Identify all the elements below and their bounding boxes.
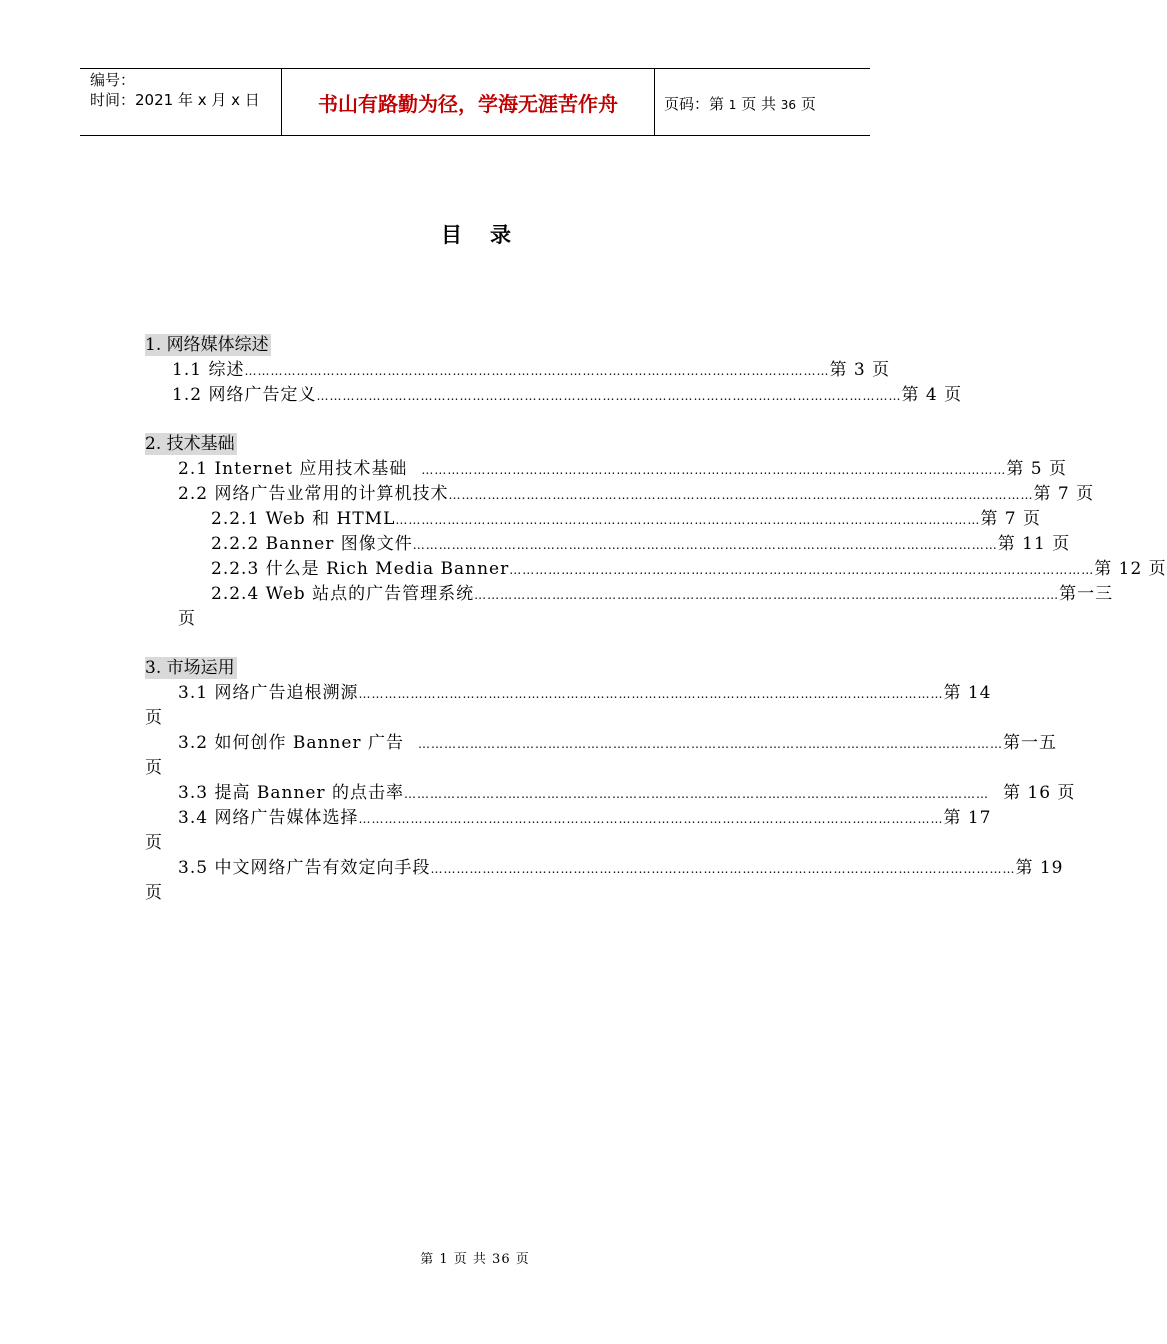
toc-entry-text: 3.4 网络广告媒体选择	[178, 808, 359, 828]
toc-leader-dots: ………………………………………………………………………………………………………………………	[358, 687, 944, 701]
header-page-info	[664, 93, 816, 114]
toc-entry[interactable]	[178, 483, 1095, 506]
toc-entry-page: 第 19	[1015, 858, 1064, 878]
toc-entry-page: 第 5 页	[1006, 459, 1067, 479]
toc-leader-dots: ………………………………………………………………………………………………………………………	[430, 862, 1016, 876]
page-total: 36	[780, 98, 797, 112]
toc-entry-page: 第一五	[1002, 733, 1057, 753]
toc-entry[interactable]	[211, 558, 1167, 581]
toc-title: 目录	[441, 223, 539, 247]
toc-entry-page: 第 12 页	[1094, 559, 1167, 579]
toc-entry[interactable]	[178, 682, 992, 705]
toc-section-heading[interactable]: 2. 技术基础	[145, 434, 235, 454]
toc-entry-text: 3.3 提高 Banner 的点击率	[178, 783, 404, 803]
toc-entry-text: 2.2.4 Web 站点的广告管理系统	[211, 584, 475, 604]
document-date: 时间：2021 年 x 月 x 日	[90, 91, 260, 109]
toc-entry[interactable]	[211, 583, 1114, 606]
header-bottom-rule	[80, 135, 870, 136]
page-prefix: 页码：第	[664, 95, 725, 113]
toc-entry-text: 1.1 综述	[172, 360, 245, 380]
toc-entry[interactable]	[178, 782, 1076, 805]
toc-entry-text: 3.5 中文网络广告有效定向手段	[178, 858, 431, 878]
toc-leader-dots: ………………………………………………………………………………………………………………………	[474, 588, 1060, 602]
toc-entry[interactable]	[211, 533, 1071, 556]
toc-section-heading[interactable]: 3. 市场运用	[145, 658, 235, 678]
header-info	[90, 70, 260, 110]
document-number-label: 编号：	[90, 71, 136, 89]
toc-leader-dots: ………………………………………………………………………………………………………………………	[412, 538, 998, 552]
toc-entry-text: 1.2 网络广告定义	[172, 385, 317, 405]
toc-entry-page: 第 17	[943, 808, 992, 828]
header-top-rule	[80, 68, 870, 69]
toc-entry-text: 2.2.3 什么是 Rich Media Banner	[211, 559, 510, 579]
page-suffix: 页	[800, 95, 816, 113]
toc-entry-page: 第 16 页	[1002, 783, 1076, 803]
toc-entry-page: 第 7 页	[980, 509, 1041, 529]
toc-section-heading[interactable]: 1. 网络媒体综述	[145, 335, 269, 355]
toc-entry-page-wrap: 页	[178, 609, 195, 629]
toc-entry-page: 第 11 页	[997, 534, 1071, 554]
toc-entry-page: 第 7 页	[1033, 484, 1095, 504]
toc-entry-page-wrap: 页	[145, 708, 162, 728]
toc-entry-text: 2.2 网络广告业常用的计算机技术	[178, 484, 449, 504]
toc-leader-dots: ………………………………………………………………………………………………………………………	[509, 563, 1095, 577]
toc-entry-page: 第 4 页	[901, 385, 963, 405]
toc-entry-text: 3.1 网络广告追根溯源	[178, 683, 359, 703]
toc-leader-dots: ………………………………………………………………………………………………………………………	[403, 787, 989, 801]
toc-entry-page: 第 14	[943, 683, 992, 703]
toc-entry-page-wrap: 页	[145, 758, 162, 778]
toc-leader-dots: ………………………………………………………………………………………………………………………	[421, 463, 1007, 477]
toc-entry-text: 2.2.1 Web 和 HTML	[211, 509, 396, 529]
page-footer: 第 1 页 共 36 页	[420, 1252, 530, 1267]
toc-entry-page: 第 3 页	[829, 360, 891, 380]
toc-entry[interactable]	[178, 458, 1067, 481]
toc-leader-dots: ………………………………………………………………………………………………………………………	[358, 812, 944, 826]
toc-leader-dots: ………………………………………………………………………………………………………………………	[417, 737, 1003, 751]
toc-entry[interactable]	[178, 857, 1064, 880]
toc-leader-dots: ………………………………………………………………………………………………………………………	[448, 488, 1034, 502]
header-motto: 书山有路勤为径，学海无涯苦作舟	[318, 92, 618, 116]
toc-entry[interactable]	[178, 807, 992, 830]
toc-entry[interactable]	[172, 359, 891, 382]
header-divider	[654, 69, 655, 136]
toc-leader-dots: ………………………………………………………………………………………………………………………	[316, 389, 902, 403]
toc-entry-text: 2.2.2 Banner 图像文件	[211, 534, 413, 554]
toc-entry-page-wrap: 页	[145, 833, 162, 853]
toc-entry[interactable]	[178, 732, 1057, 755]
toc-leader-dots: ………………………………………………………………………………………………………………………	[395, 513, 981, 527]
toc-entry-text: 2.1 Internet 应用技术基础	[178, 459, 408, 479]
toc-entry-page-wrap: 页	[145, 883, 162, 903]
toc-entry[interactable]	[211, 508, 1041, 531]
toc-entry[interactable]	[172, 384, 963, 407]
page-number: 1	[728, 98, 737, 112]
toc-leader-dots: ………………………………………………………………………………………………………………………	[244, 364, 830, 378]
toc-entry-page: 第一三	[1059, 584, 1114, 604]
toc-entry-text: 3.2 如何创作 Banner 广告	[178, 733, 404, 753]
page-mid: 页 共	[741, 95, 776, 113]
